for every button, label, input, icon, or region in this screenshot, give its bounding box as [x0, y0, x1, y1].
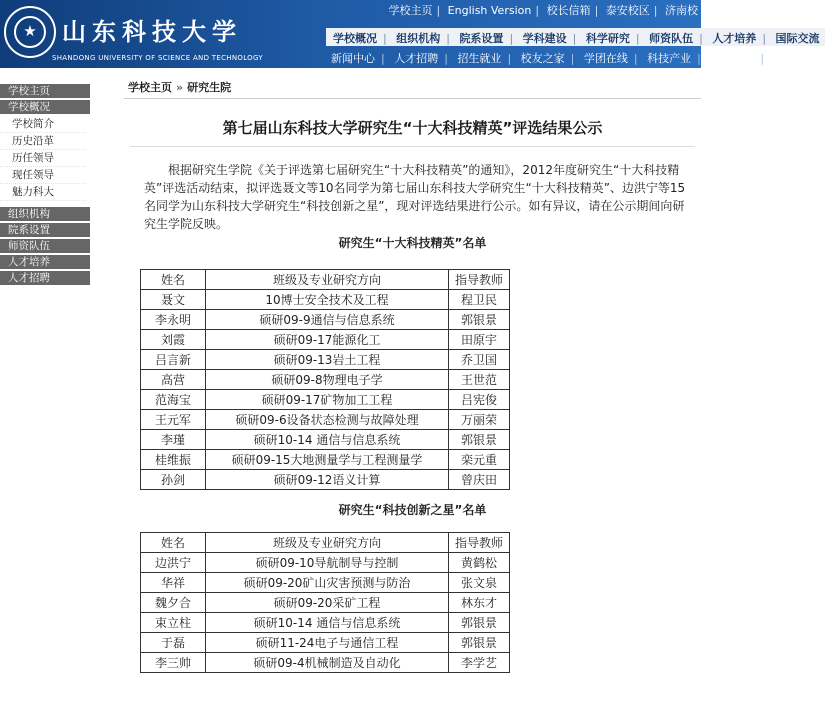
student-name-cell: 高营: [141, 370, 206, 390]
table-row: [141, 653, 510, 673]
nav-item[interactable]: 国际交流: [775, 32, 820, 45]
student-name-cell: 王元军: [141, 410, 206, 430]
program-cell: 硕研10-14 通信与信息系统: [206, 613, 449, 633]
program-cell: 硕研09-20矿山灾害预测与防治: [206, 573, 449, 593]
table-header-cell: 班级及专业研究方向: [206, 270, 449, 290]
sidebar-subitem-past-leaders[interactable]: 历任领导: [0, 150, 86, 167]
program-cell: 硕研09-12语义计算: [206, 470, 449, 490]
nav-item[interactable]: 组织机构: [396, 32, 441, 45]
nav-item[interactable]: 信息服务: [710, 52, 755, 65]
advisor-cell: 乔卫国: [449, 350, 510, 370]
breadcrumb-home[interactable]: 学校主页: [128, 81, 172, 94]
table-row: [141, 470, 510, 490]
program-cell: 硕研10-14 通信与信息系统: [206, 430, 449, 450]
program-cell: 硕研09-15大地测量学与工程测量学: [206, 450, 449, 470]
student-name-cell: 聂文: [141, 290, 206, 310]
nav-item[interactable]: 科学研究: [585, 32, 630, 45]
nav-item[interactable]: 院系设置: [459, 32, 504, 45]
table-header-row: [141, 270, 510, 290]
program-cell: 硕研09-9通信与信息系统: [206, 310, 449, 330]
table2-title: 研究生“科技创新之星”名单: [338, 503, 487, 517]
student-name-cell: 李三帅: [141, 653, 206, 673]
sidebar: [0, 84, 120, 287]
school-name-cn: 山东科技大学: [62, 17, 242, 46]
secondary-nav: 新闻中心 | 人才招聘 | 招生就业 | 校友之家 | 学团在线 | 科技产业 | 信息服务 | 学术期刊: [326, 48, 823, 66]
table-header-cell: 指导教师: [449, 533, 510, 553]
table-row: [141, 613, 510, 633]
sidebar-subitem-intro[interactable]: 学校简介: [0, 116, 86, 133]
program-cell: 硕研09-17矿物加工工程: [206, 390, 449, 410]
student-name-cell: 李永明: [141, 310, 206, 330]
nav-item[interactable]: 师资队伍: [649, 32, 694, 45]
table-header-cell: 姓名: [141, 533, 206, 553]
nav-item[interactable]: 学校概况: [333, 32, 377, 45]
student-name-cell: 李瑾: [141, 430, 206, 450]
program-cell: 硕研09-20采矿工程: [206, 593, 449, 613]
student-name-cell: 华祥: [141, 573, 206, 593]
advisor-cell: 郭银景: [449, 613, 510, 633]
elite-table: [140, 269, 510, 490]
table-row: [141, 390, 510, 410]
main-content: [124, 78, 701, 701]
nav-item[interactable]: 学术期刊: [773, 52, 818, 65]
program-cell: 硕研09-10导航制导与控制: [206, 553, 449, 573]
table-header-cell: 姓名: [141, 270, 206, 290]
school-name-en: SHANDONG UNIVERSITY OF SCIENCE AND TECHNOLOGY: [52, 54, 263, 62]
table-row: [141, 330, 510, 350]
student-name-cell: 刘霞: [141, 330, 206, 350]
student-name-cell: 吕言新: [141, 350, 206, 370]
sidebar-subitem-charm[interactable]: 魅力科大: [0, 184, 86, 201]
table-header-cell: 班级及专业研究方向: [206, 533, 449, 553]
table-row: [141, 633, 510, 653]
sidebar-item-recruitment[interactable]: 人才招聘: [0, 271, 90, 285]
article-title: 第七届山东科技大学研究生“十大科技精英”评选结果公示: [130, 117, 695, 147]
table1-title: 研究生“十大科技精英”名单: [338, 236, 487, 250]
nav-item[interactable]: 科技产业: [647, 52, 692, 65]
article-paragraph: 根据研究生学院《关于评选第七届研究生“十大科技精英”的通知》，2012年度研究生“十大科技精英”评选活动结束，拟评选聂文等10名同学为第七届山东科技大学研究生“十大科技精英”、边洪宁等15名同学为山东科技大学研究生“科技创新之星”，现对评选结果进行公示。如有异议，请在公示期间向研究生学院反映。: [144, 163, 686, 231]
site-header: [0, 0, 820, 68]
advisor-cell: 郭银景: [449, 430, 510, 450]
advisor-cell: 郭银景: [449, 633, 510, 653]
table-row: [141, 450, 510, 470]
student-name-cell: 边洪宁: [141, 553, 206, 573]
nav-item[interactable]: 人才招聘: [394, 52, 439, 65]
nav-item[interactable]: 人才培养: [712, 32, 757, 45]
student-name-cell: 桂维振: [141, 450, 206, 470]
student-name-cell: 魏夕合: [141, 593, 206, 613]
advisor-cell: 田原宇: [449, 330, 510, 350]
program-cell: 硕研09-6设备状态检测与故障处理: [206, 410, 449, 430]
advisor-cell: 郭银景: [449, 310, 510, 330]
student-name-cell: 孙剑: [141, 470, 206, 490]
table-row: [141, 410, 510, 430]
student-name-cell: 范海宝: [141, 390, 206, 410]
breadcrumb-separator: »: [176, 81, 184, 94]
advisor-cell: 李学艺: [449, 653, 510, 673]
nav-item[interactable]: 招生就业: [457, 52, 502, 65]
advisor-cell: 曾庆田: [449, 470, 510, 490]
top-link-home[interactable]: 学校主页: [388, 4, 433, 17]
nav-item[interactable]: 学团在线: [583, 52, 628, 65]
school-logo[interactable]: [4, 6, 263, 64]
program-cell: 硕研09-17能源化工: [206, 330, 449, 350]
school-seal-icon: ★: [4, 6, 56, 58]
table-header-cell: 指导教师: [449, 270, 510, 290]
table-row: [141, 573, 510, 593]
nav-item[interactable]: 新闻中心: [331, 52, 375, 65]
table-row: [141, 553, 510, 573]
advisor-cell: 程卫民: [449, 290, 510, 310]
advisor-cell: 万丽荣: [449, 410, 510, 430]
table-row: [141, 310, 510, 330]
sidebar-subitem-current-leaders[interactable]: 现任领导: [0, 167, 86, 184]
sidebar-item-departments[interactable]: 院系设置: [0, 223, 90, 237]
table-row: [141, 370, 510, 390]
advisor-cell: 张文泉: [449, 573, 510, 593]
advisor-cell: 黄鹤松: [449, 553, 510, 573]
sidebar-item-organization[interactable]: 组织机构: [0, 207, 90, 221]
program-cell: 硕研09-13岩土工程: [206, 350, 449, 370]
main-nav: 学校概况 | 组织机构 | 院系设置 | 学科建设 | 科学研究 | 师资队伍 | 人才培养 | 国际交流: [326, 28, 825, 46]
advisor-cell: 栾元重: [449, 450, 510, 470]
star-table: [140, 532, 510, 673]
program-cell: 硕研09-4机械制造及自动化: [206, 653, 449, 673]
program-cell: 硕研09-8物理电子学: [206, 370, 449, 390]
table-header-row: [141, 533, 510, 553]
table-row: [141, 430, 510, 450]
sidebar-item-training[interactable]: 人才培养: [0, 255, 90, 269]
table-row: [141, 290, 510, 310]
top-link-english[interactable]: English Version: [447, 4, 532, 17]
student-name-cell: 于磊: [141, 633, 206, 653]
advisor-cell: 林东才: [449, 593, 510, 613]
sidebar-item-faculty[interactable]: 师资队伍: [0, 239, 90, 253]
advisor-cell: 吕宪俊: [449, 390, 510, 410]
top-links: 学校主页 | English Version | 校长信箱 | 泰安校区 | 济南校: [385, 2, 701, 18]
top-link-mailbox[interactable]: 校长信箱: [546, 4, 591, 17]
advisor-cell: 王世范: [449, 370, 510, 390]
student-name-cell: 束立柱: [141, 613, 206, 633]
program-cell: 10博士安全技术及工程: [206, 290, 449, 310]
breadcrumb-current[interactable]: 研究生院: [187, 81, 232, 94]
sidebar-subitem-history[interactable]: 历史沿革: [0, 133, 86, 150]
nav-item[interactable]: 校友之家: [520, 52, 565, 65]
sidebar-item-overview[interactable]: 学校概况: [0, 100, 90, 114]
program-cell: 硕研11-24电子与通信工程: [206, 633, 449, 653]
nav-item[interactable]: 学科建设: [522, 32, 567, 45]
top-link-jinan[interactable]: 济南校: [665, 4, 698, 17]
table-row: [141, 350, 510, 370]
table-row: [141, 593, 510, 613]
sidebar-item-home[interactable]: 学校主页: [0, 84, 90, 98]
breadcrumb: [124, 78, 701, 99]
top-link-taian[interactable]: 泰安校区: [605, 4, 650, 17]
